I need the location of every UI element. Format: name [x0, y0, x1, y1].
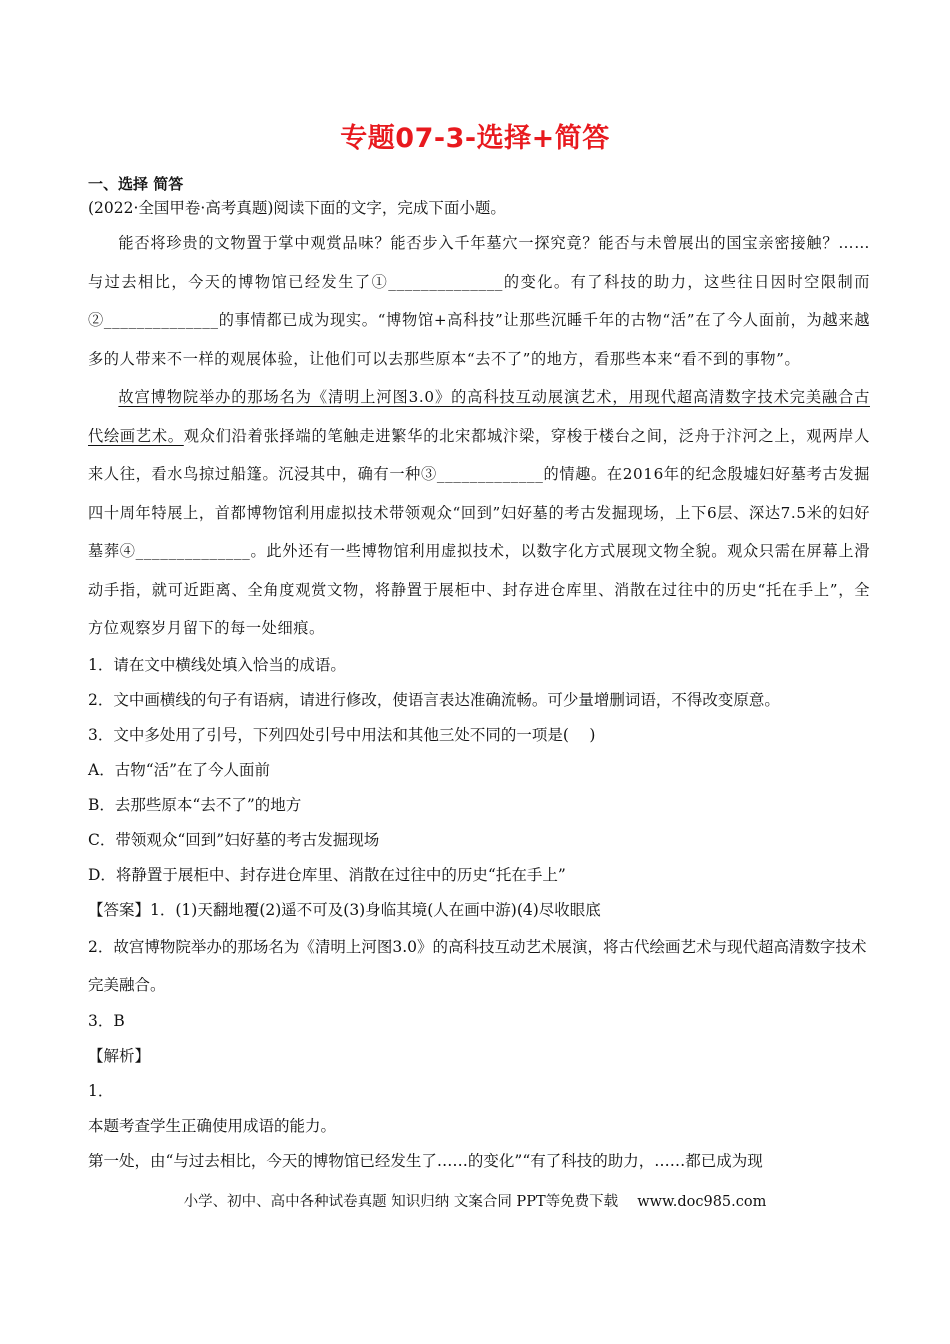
- passage-paragraph-2: [88, 378, 870, 648]
- paragraph-2-rest: 观众们沿着张择端的笔触走进繁华的北宋都城汴梁，穿梭于楼台之间，泛舟于汴河之上，观两岸人来人往，看水鸟掠过船篷。沉浸其中，确有一种③_____________的情趣。在2016年的纪念殷墟妇好墓考古发掘四十周年特展上，首都博物馆利用虚拟技术带领观众“回到”妇好墓的考古发掘现场，上下6层、深达7.5米的妇好墓葬④______________。此外还有一些博物馆利用虚拟技术，以数字化方式展现文物全貌。观众只需在屏幕上滑动手指，就可近距离、全角度观赏文物，将静置于展柜中、封存进仓库里、消散在过往中的历史“托在手上”，全方位观察岁月留下的每一处细痕。: [88, 426, 870, 637]
- analysis-heading: 【解析】: [88, 1046, 151, 1065]
- question-3: 3．文中多处用了引号，下列四处引号中用法和其他三处不同的一项是( ): [88, 725, 596, 744]
- question-2: 2．文中画横线的句子有语病，请进行修改，使语言表达准确流畅。可少量增删词语，不得改变原意。: [88, 690, 780, 709]
- option-d: D．将静置于展柜中、封存进仓库里、消散在过往中的历史“托在手上”: [88, 865, 566, 884]
- option-b: B．去那些原本“去不了”的地方: [88, 795, 302, 814]
- document-body: [88, 172, 870, 1179]
- option-a: A．古物“活”在了今人面前: [88, 760, 271, 779]
- question-source: (2022·全国甲卷·高考真题)阅读下面的文字，完成下面小题。: [88, 199, 506, 217]
- section-heading: 一、选择 简答: [88, 175, 184, 193]
- question-1: 1．请在文中横线处填入恰当的成语。: [88, 655, 346, 674]
- page-title: 专题07-3-选择+简答: [340, 123, 610, 154]
- underlined-sentence: 故宫博物院举办的那场名为《清明上河图3.0》的高科技互动展演艺术，用现代超高清数字技术完美融合古代绘画艺术。: [88, 388, 870, 445]
- passage-paragraph-1: 能否将珍贵的文物置于掌中观赏品味？能否步入千年墓穴一探究竟？能否与未曾展出的国宝亲密接触？……与过去相比，今天的博物馆已经发生了①______________的变化。有了科技的助力，这些往日因时空限制而②______________的事情都已成为现实。“博物馆+高科技”让那些沉睡千年的古物“活”在了今人面前，为越来越多的人带来不一样的观展体验，让他们可以去那些原本“去不了”的地方，看那些本来“看不到的事物”。: [88, 234, 870, 368]
- answer-1: 【答案】1．(1)天翻地覆(2)遥不可及(3)身临其境(人在画中游)(4)尽收眼底: [88, 900, 601, 919]
- page-footer: 小学、初中、高中各种试卷真题 知识归纳 文案合同 PPT等免费下载 www.doc985.com: [183, 1194, 767, 1210]
- analysis-line-1: 本题考查学生正确使用成语的能力。: [88, 1116, 337, 1135]
- option-c: C．带领观众“回到”妇好墓的考古发掘现场: [88, 830, 380, 849]
- analysis-line-2: 第一处，由“与过去相比，今天的博物馆已经发生了……的变化”“有了科技的助力，……都已成为现: [88, 1151, 763, 1170]
- answer-3: 3．B: [88, 1011, 125, 1030]
- analysis-number: 1．: [88, 1081, 114, 1100]
- reading-passage: [88, 224, 870, 648]
- answer-2: 2．故宫博物院举办的那场名为《清明上河图3.0》的高科技互动艺术展演，将古代绘画艺术与现代超高清数字技术完美融合。: [88, 937, 867, 994]
